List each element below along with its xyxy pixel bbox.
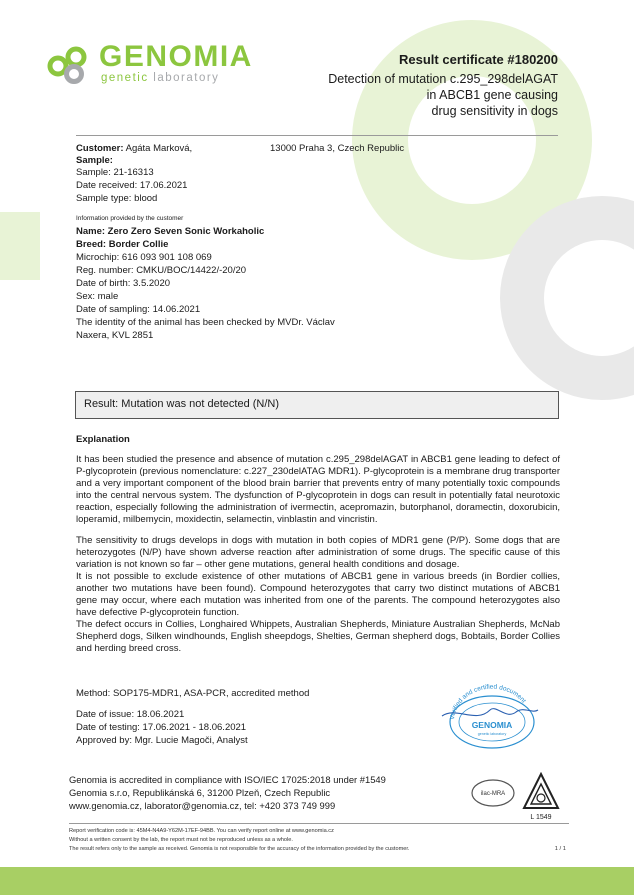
- customer-address: 13000 Praha 3, Czech Republic: [270, 143, 405, 154]
- certification-stamp: [436, 676, 544, 750]
- cai-label: L 1549: [530, 814, 552, 821]
- explanation-heading: Explanation: [76, 434, 130, 445]
- explanation-body: [76, 454, 560, 655]
- stamp-arc-text: Verified and certified document: [448, 683, 528, 721]
- customer-label: Customer:: [76, 143, 124, 154]
- approved-by: Approved by: Mgr. Lucie Magoči, Analyst: [76, 735, 248, 746]
- footer-address: Genomia s.r.o, Republikánská 6, 31200 Plzeň, Czech Republic: [69, 787, 331, 798]
- sample-id: Sample: 21-16313: [76, 167, 154, 178]
- fine-print-consent: Without a written consent by the lab, the report must not be reproduced unless as a whole.: [69, 837, 293, 843]
- microchip: Microchip: 616 093 901 108 069: [76, 252, 212, 263]
- logo-subtitle: [101, 72, 219, 84]
- logo-sub-genetic: genetic: [101, 72, 149, 84]
- customer-name: Agáta Marková,: [125, 143, 193, 154]
- footer-accreditation: Genomia is accredited in compliance with ISO/IEC 17025:2018 under #1549: [69, 774, 386, 785]
- cai-accreditation-logo: [522, 772, 560, 822]
- fine-print-verification: Report verification code is: 45M4-N4A9-Y62M-17EF-94BB. You can verify report online at www.genomia.cz: [69, 828, 334, 834]
- bottom-green-bar: [0, 867, 634, 895]
- ilac-mra-logo: [470, 778, 516, 808]
- certificate-title: Result certificate #180200: [399, 52, 558, 67]
- date-of-birth: Date of birth: 3.5.2020: [76, 278, 171, 289]
- footer-contact: www.genomia.cz, laborator@genomia.cz, tel: +420 373 749 999: [69, 800, 336, 811]
- provided-note: Information provided by the customer: [76, 215, 184, 222]
- certificate-description: [298, 71, 558, 119]
- reg-number: Reg. number: CMKU/BOC/14422/-20/20: [76, 265, 247, 276]
- desc-line: Detection of mutation c.295_298delAGAT: [328, 72, 558, 86]
- animal-name: Name: Zero Zero Seven Sonic Workaholic: [76, 226, 265, 237]
- footer-divider: [69, 823, 569, 824]
- explanation-paragraph: The sensitivity to drugs develops in dogs with mutation in both copies of MDR1 gene (P/P). Some dogs that are heterozygotes (N/P) have shown adverse reaction after administration of some drugs. The specific cause of this variation is not known so far – other gene mutations, general health conditions and dosage.: [76, 535, 560, 570]
- result-box: [75, 391, 559, 419]
- genomia-logo-icon: [44, 40, 98, 84]
- identity-check-line1: The identity of the animal has been checked by MVDr. Václav: [76, 317, 335, 328]
- fine-print-disclaimer: The result refers only to the sample as received. Genomia is not responsible for the accuracy of the information provided by the customer.: [69, 846, 410, 852]
- logo-sub-lab: laboratory: [153, 72, 220, 84]
- sample-type: Sample type: blood: [76, 193, 158, 204]
- explanation-paragraph: It has been studied the presence and absence of mutation c.295_298delAGAT in ABCB1 gene leading to defect of P-glycoprotein (previous nomenclature: c.227_230delATAG MDR1). P-glycoprotein is a membrane drug transporter and a very important component of the blood brain barrier that prevents entry of many potentially toxic compounds into the central nervous system. The dysfunction of P-glycoprotein in dogs can result in potentially fatal neurotoxic reaction, especially following the administration of ivermectin, acepromazin, butorphanol, doramectin, doxorubicin, loperamid, milbemycin, moxidectin, selamectin, vinblastin and vincristin.: [76, 454, 560, 525]
- date-of-sampling: Date of sampling: 14.06.2021: [76, 304, 201, 315]
- date-of-issue: Date of issue: 18.06.2021: [76, 709, 185, 720]
- page-number: 1 / 1: [554, 846, 566, 852]
- stamp-sub: genetic laboratory: [477, 732, 507, 736]
- customer-line: [76, 143, 192, 155]
- sample-label: Sample:: [76, 155, 113, 166]
- desc-line: drug sensitivity in dogs: [431, 104, 558, 118]
- method: Method: SOP175-MDR1, ASA-PCR, accredited method: [76, 688, 310, 699]
- logo-wordmark: GENOMIA: [99, 40, 253, 73]
- ilac-label: ilac-MRA: [480, 791, 506, 797]
- stamp-name: GENOMIA: [471, 720, 513, 730]
- desc-line: in ABCB1 gene causing: [426, 88, 558, 102]
- grey-ring-large: [522, 218, 634, 378]
- explanation-paragraph: It is not possible to exclude existence of other mutations of ABCB1 gene in various breeds (in Bordier collies, another two mutations have been found). Compound heterozygotes that carry two distinct mutations of ABCB1 gene may occur, where each mutation was inherited from one of the parents. The compound heterozygotes also have defective P-glycoprotein function.: [76, 571, 560, 618]
- animal-breed: Breed: Border Collie: [76, 239, 169, 250]
- header-divider: [76, 135, 558, 136]
- date-received: Date received: 17.06.2021: [76, 180, 188, 191]
- date-of-testing: Date of testing: 17.06.2021 - 18.06.2021: [76, 722, 247, 733]
- explanation-paragraph: The defect occurs in Collies, Longhaired Whippets, Australian Shepherds, Miniature Australian Shepherds, McNab Shepherd dogs, Silken windhounds, English sheepdogs, Shelties, German shepherd dogs, Bobtails, Border Collies and herding breed cross.: [76, 619, 560, 654]
- sex: Sex: male: [76, 291, 119, 302]
- identity-check-line2: Naxera, KVL 2851: [76, 330, 154, 341]
- left-green-block: [0, 212, 40, 280]
- result-text: Result: Mutation was not detected (N/N): [84, 398, 280, 410]
